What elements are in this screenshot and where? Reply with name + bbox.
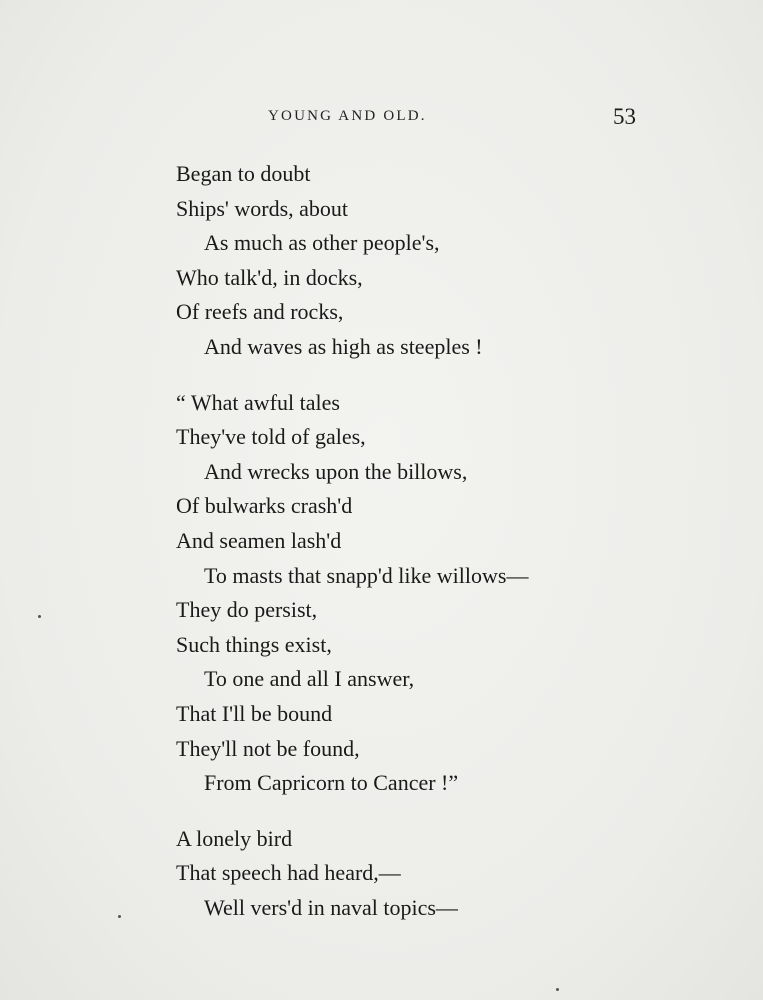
page-number: 53 xyxy=(613,104,636,129)
paper-speck xyxy=(556,988,559,991)
poem-line: Ships' words, about xyxy=(176,195,349,221)
poem-line: Such things exist, xyxy=(176,631,332,657)
poem-line: To masts that snapp'd like willows— xyxy=(204,562,529,588)
poem-line: From Capricorn to Cancer !” xyxy=(204,770,459,796)
poem-line: That I'll be bound xyxy=(176,700,333,726)
paper-speck xyxy=(38,615,41,618)
poem-line: Well vers'd in naval topics— xyxy=(204,894,458,920)
poem-line: To one and all I answer, xyxy=(204,666,415,692)
poem-line: And waves as high as steeples ! xyxy=(204,333,483,359)
stanza xyxy=(176,822,696,926)
stanza xyxy=(176,386,696,801)
poem-line: “ What awful tales xyxy=(176,389,340,415)
running-head xyxy=(0,104,763,134)
poem-line: Who talk'd, in docks, xyxy=(176,264,363,290)
poem-line: As much as other people's, xyxy=(204,230,440,256)
poem-line: They'll not be found, xyxy=(176,735,360,761)
poem-body xyxy=(176,157,696,946)
poem-line: A lonely bird xyxy=(176,825,293,851)
poem-line: They do persist, xyxy=(176,597,318,623)
poem-line: They've told of gales, xyxy=(176,424,366,450)
poem-line: And seamen lash'd xyxy=(176,527,342,553)
poem-line: Began to doubt xyxy=(176,161,311,186)
poem-line: And wrecks upon the billows, xyxy=(204,458,468,484)
poem-line: Of bulwarks crash'd xyxy=(176,493,353,519)
paper-speck xyxy=(118,915,121,918)
poem-line: That speech had heard,— xyxy=(176,860,401,886)
running-head-title: YOUNG AND OLD. xyxy=(268,108,427,124)
stanza xyxy=(176,157,696,365)
poem-line: Of reefs and rocks, xyxy=(176,299,344,325)
